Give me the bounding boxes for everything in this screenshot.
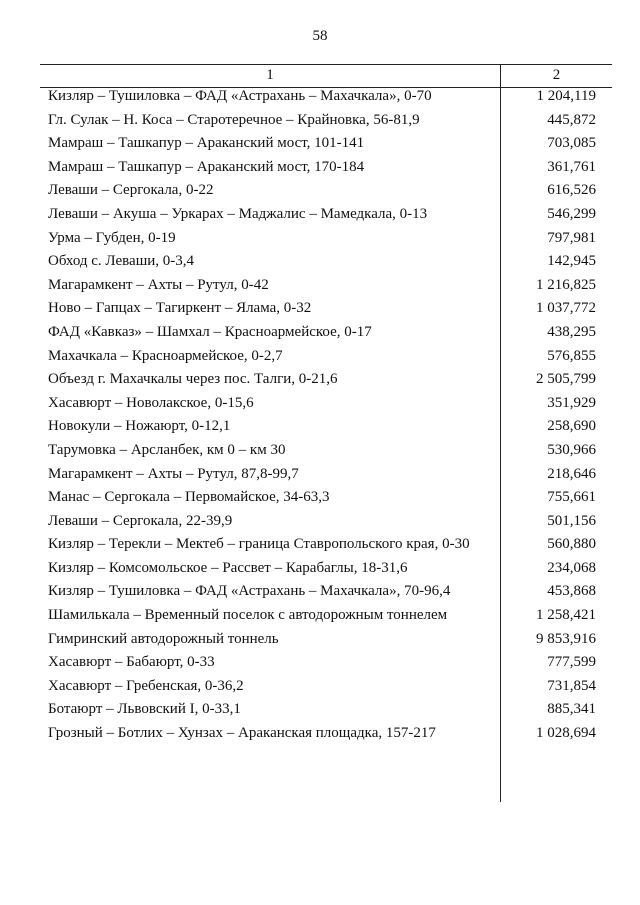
amount-cell: 234,068 <box>547 559 596 576</box>
road-name-cell: Леваши – Сергокала, 0-22 <box>48 182 214 199</box>
amount-cell: 797,981 <box>547 229 596 246</box>
table-row <box>40 252 612 276</box>
road-name-cell: Тарумовка – Арсланбек, км 0 – км 30 <box>48 441 286 458</box>
table-header-cell-1: 1 <box>266 67 274 83</box>
table-row <box>40 512 612 536</box>
amount-cell: 453,868 <box>547 583 596 600</box>
amount-cell: 445,872 <box>547 111 596 128</box>
road-name-cell: Леваши – Сергокала, 22-39,9 <box>48 512 233 529</box>
amount-cell: 731,854 <box>547 677 596 694</box>
table-row <box>40 394 612 418</box>
table-row <box>40 606 612 630</box>
table-row <box>40 465 612 489</box>
table-row <box>40 229 612 253</box>
table-row <box>40 323 612 347</box>
road-name-cell: Махачкала – Красноармейское, 0-2,7 <box>48 347 283 364</box>
amount-cell: 885,341 <box>547 701 596 718</box>
table-row <box>40 559 612 583</box>
table-row <box>40 535 612 559</box>
amount-cell: 560,880 <box>547 536 596 553</box>
table-row <box>40 700 612 724</box>
road-name-cell: Хасавюрт – Новолакское, 0-15,6 <box>48 394 254 411</box>
amount-cell: 546,299 <box>547 205 596 222</box>
table-row <box>40 158 612 182</box>
road-name-cell: Кизляр – Тушиловка – ФАД «Астрахань – Махачкала», 70-96,4 <box>48 583 451 600</box>
table-body <box>40 87 612 748</box>
road-name-cell: Магарамкент – Ахты – Рутул, 87,8-99,7 <box>48 465 299 482</box>
road-name-cell: Кизляр – Тушиловка – ФАД «Астрахань – Махачкала», 0-70 <box>48 88 432 104</box>
road-name-cell: Объезд г. Махачкалы через пос. Талги, 0-21,6 <box>48 371 338 388</box>
road-name-cell: Новокули – Ножаюрт, 0-12,1 <box>48 418 231 435</box>
table-top-rule <box>40 64 612 65</box>
amount-cell: 351,929 <box>547 394 596 411</box>
road-name-cell: Ботаюрт – Львовский I, 0-33,1 <box>48 701 241 718</box>
road-name-cell: Урма – Губден, 0-19 <box>48 229 176 246</box>
table-row <box>40 417 612 441</box>
amount-cell: 1 037,772 <box>536 300 596 317</box>
road-name-cell: Леваши – Акуша – Уркарах – Маджалис – Мамедкала, 0-13 <box>48 205 428 222</box>
road-name-cell: Мамраш – Ташкапур – Араканский мост, 170-184 <box>48 158 365 175</box>
table-row <box>40 205 612 229</box>
amount-cell: 1 258,421 <box>536 607 596 624</box>
table-row <box>40 582 612 606</box>
table-row <box>40 134 612 158</box>
amount-cell: 1 028,694 <box>536 725 596 742</box>
table-row <box>40 181 612 205</box>
amount-cell: 438,295 <box>547 323 596 340</box>
table-row <box>40 630 612 654</box>
amount-cell: 2 505,799 <box>536 371 596 388</box>
table-row <box>40 299 612 323</box>
road-name-cell: Гимринский автодорожный тоннель <box>48 630 279 647</box>
road-name-cell: Магарамкент – Ахты – Рутул, 0-42 <box>48 276 269 293</box>
amount-cell: 218,646 <box>547 465 596 482</box>
road-name-cell: Гл. Сулак – Н. Коса – Старотеречное – Крайновка, 56-81,9 <box>48 111 420 128</box>
amount-cell: 1 204,119 <box>536 88 596 104</box>
table-row <box>40 653 612 677</box>
road-name-cell: Кизляр – Комсомольское – Рассвет – Карабаглы, 18-31,6 <box>48 559 408 576</box>
road-name-cell: Ново – Гапцах – Тагиркент – Ялама, 0-32 <box>48 300 312 317</box>
amount-cell: 755,661 <box>547 489 596 506</box>
amount-cell: 361,761 <box>547 158 596 175</box>
table-row <box>40 87 612 111</box>
table-row <box>40 677 612 701</box>
amount-cell: 576,855 <box>547 347 596 364</box>
amount-cell: 9 853,916 <box>536 630 596 647</box>
amount-cell: 616,526 <box>547 182 596 199</box>
amount-cell: 530,966 <box>547 441 596 458</box>
amount-cell: 1 216,825 <box>536 276 596 293</box>
amount-cell: 703,085 <box>547 135 596 152</box>
table-row <box>40 441 612 465</box>
road-name-cell: Манас – Сергокала – Первомайское, 34-63,3 <box>48 489 330 506</box>
page-number: 58 <box>312 28 328 44</box>
road-name-cell: Хасавюрт – Гребенская, 0-36,2 <box>48 677 244 694</box>
amount-cell: 777,599 <box>547 654 596 671</box>
road-name-cell: Обход с. Леваши, 0-3,4 <box>48 253 195 270</box>
table-row <box>40 370 612 394</box>
road-name-cell: Хасавюрт – Бабаюрт, 0-33 <box>48 654 215 671</box>
road-name-cell: ФАД «Кавказ» – Шамхал – Красноармейское, 0-17 <box>48 323 372 340</box>
road-name-cell: Мамраш – Ташкапур – Араканский мост, 101-141 <box>48 135 365 152</box>
table-header-cell-2: 2 <box>552 67 561 83</box>
table-row <box>40 347 612 371</box>
table-row <box>40 488 612 512</box>
road-name-cell: Грозный – Ботлих – Хунзах – Араканская площадка, 157-217 <box>48 725 436 742</box>
table-row <box>40 724 612 748</box>
amount-cell: 501,156 <box>547 512 596 529</box>
amount-cell: 258,690 <box>547 418 596 435</box>
road-name-cell: Шамилькала – Временный поселок с автодорожным тоннелем <box>48 607 448 624</box>
road-name-cell: Кизляр – Терекли – Мектеб – граница Ставропольского края, 0-30 <box>48 536 470 553</box>
table-row <box>40 276 612 300</box>
table-row <box>40 111 612 135</box>
amount-cell: 142,945 <box>547 253 596 270</box>
